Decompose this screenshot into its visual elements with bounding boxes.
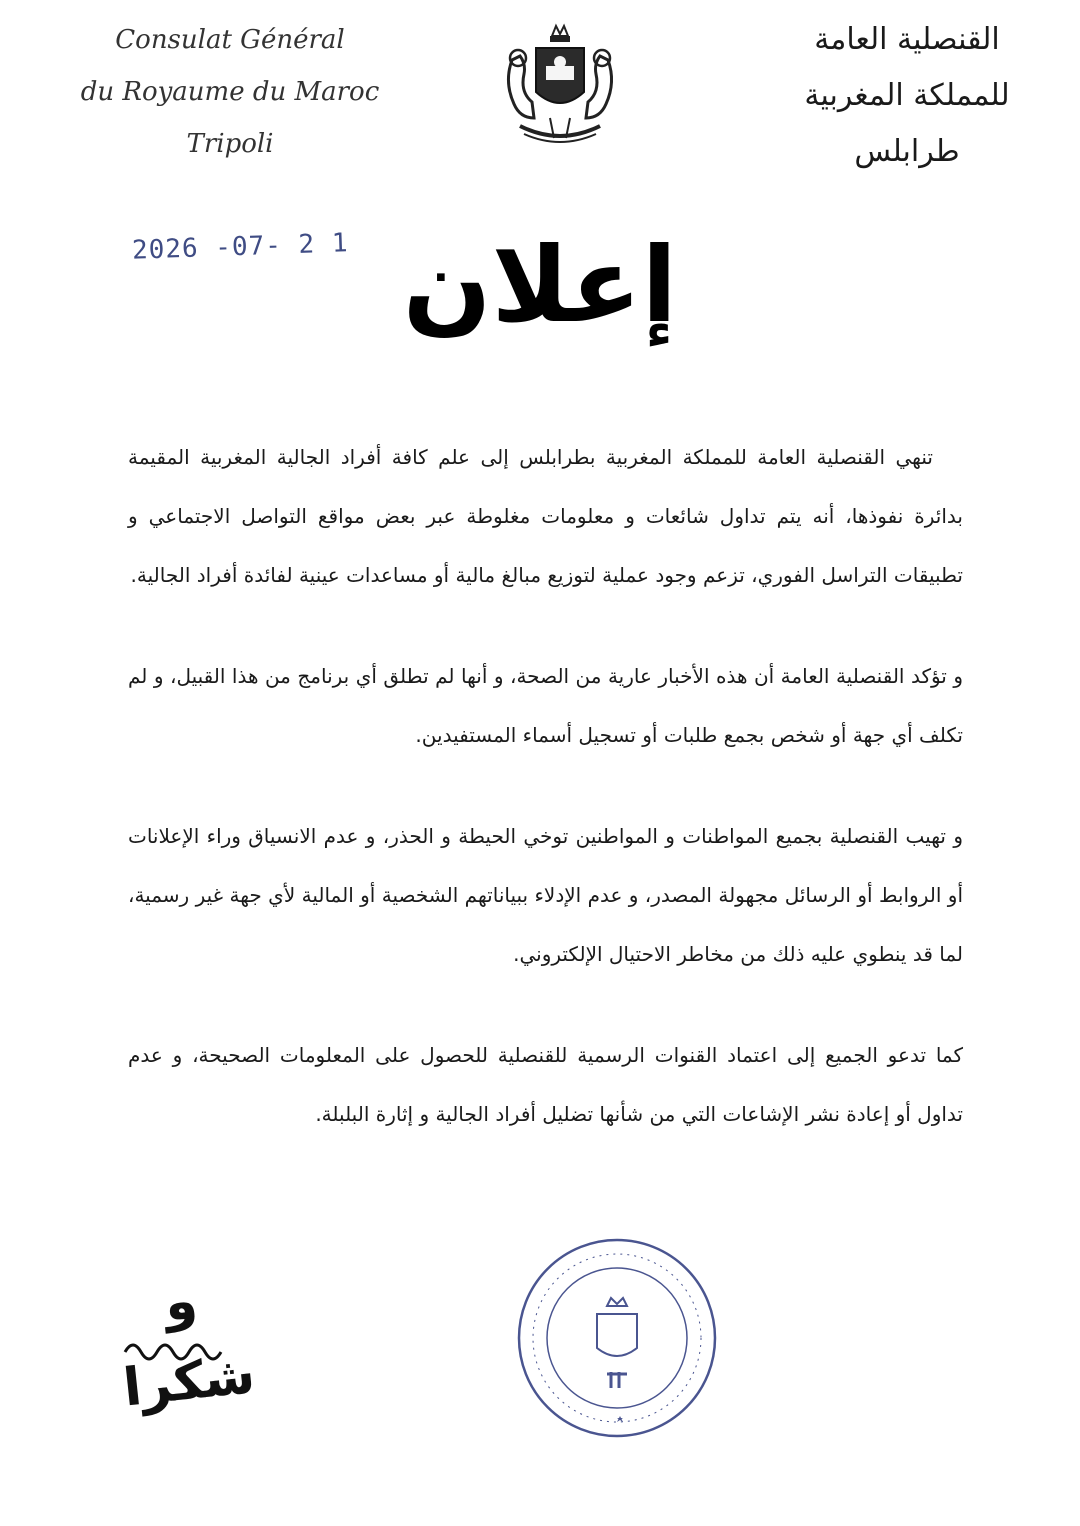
french-letterhead [60,14,400,170]
letterhead-fr-line-2: du Royaume du Maroc [80,77,380,107]
closing-text: و شكرا [120,1270,258,1419]
document-title: إعلان [402,224,678,346]
letterhead-fr-line-3: Tripoli [186,129,274,159]
announcement-body [128,428,963,1186]
closing-signoff [115,1262,258,1419]
letterhead-fr-line-1: Consulat Général [115,25,345,55]
arabic-letterhead [792,12,1022,180]
coat-of-arms-icon [490,22,630,150]
body-paragraph-3: و تهيب القنصلية بجميع المواطنات و المواطنين توخي الحيطة و الحذر، و عدم الانسياق وراء الإعلانات أو الروابط أو الرسائل مجهولة المصدر، و عدم الإدلاء ببياناتهم الشخصية أو المالية لأي جهة غير رسمية، لما قد ينطوي عليه ذلك من مخاطر الاحتيال الإلكتروني. [128,824,963,966]
letterhead-ar-line-1: القنصلية العامة [814,22,1000,57]
letterhead-ar-line-2: للمملكة المغربية [804,78,1010,113]
body-paragraph-2: و تؤكد القنصلية العامة أن هذه الأخبار عارية من الصحة، و أنها لم تطلق أي برنامج من هذا القبيل، و لم تكلف أي جهة أو شخص بجمع طلبات أو تسجيل أسماء المستفيدين. [128,664,963,747]
body-paragraph-1: تنهي القنصلية العامة للمملكة المغربية بطرابلس إلى علم كافة أفراد الجالية المغربية المقيمة بدائرة نفوذها، أنه يتم تداول شائعات و معلومات مغلوطة عبر بعض مواقع التواصل الاجتماعي و تطبيقات التراسل الفوري، تزعم وجود عملية لتوزيع مبالغ مالية أو مساعدات عينية لفائدة أفراد الجالية. [128,445,963,587]
date-stamp: 2026 -07- 2 1 [131,228,349,266]
body-paragraph-4: كما تدعو الجميع إلى اعتماد القنوات الرسمية للقنصلية للحصول على المعلومات الصحيحة، و عدم تداول أو إعادة نشر الإشاعات التي من شأنها تضليل أفراد الجالية و إثارة البلبلة. [128,1043,963,1126]
letterhead-ar-line-3: طرابلس [854,134,960,169]
signoff-flourish-icon [115,1322,255,1382]
consulate-seal-icon [515,1236,719,1440]
